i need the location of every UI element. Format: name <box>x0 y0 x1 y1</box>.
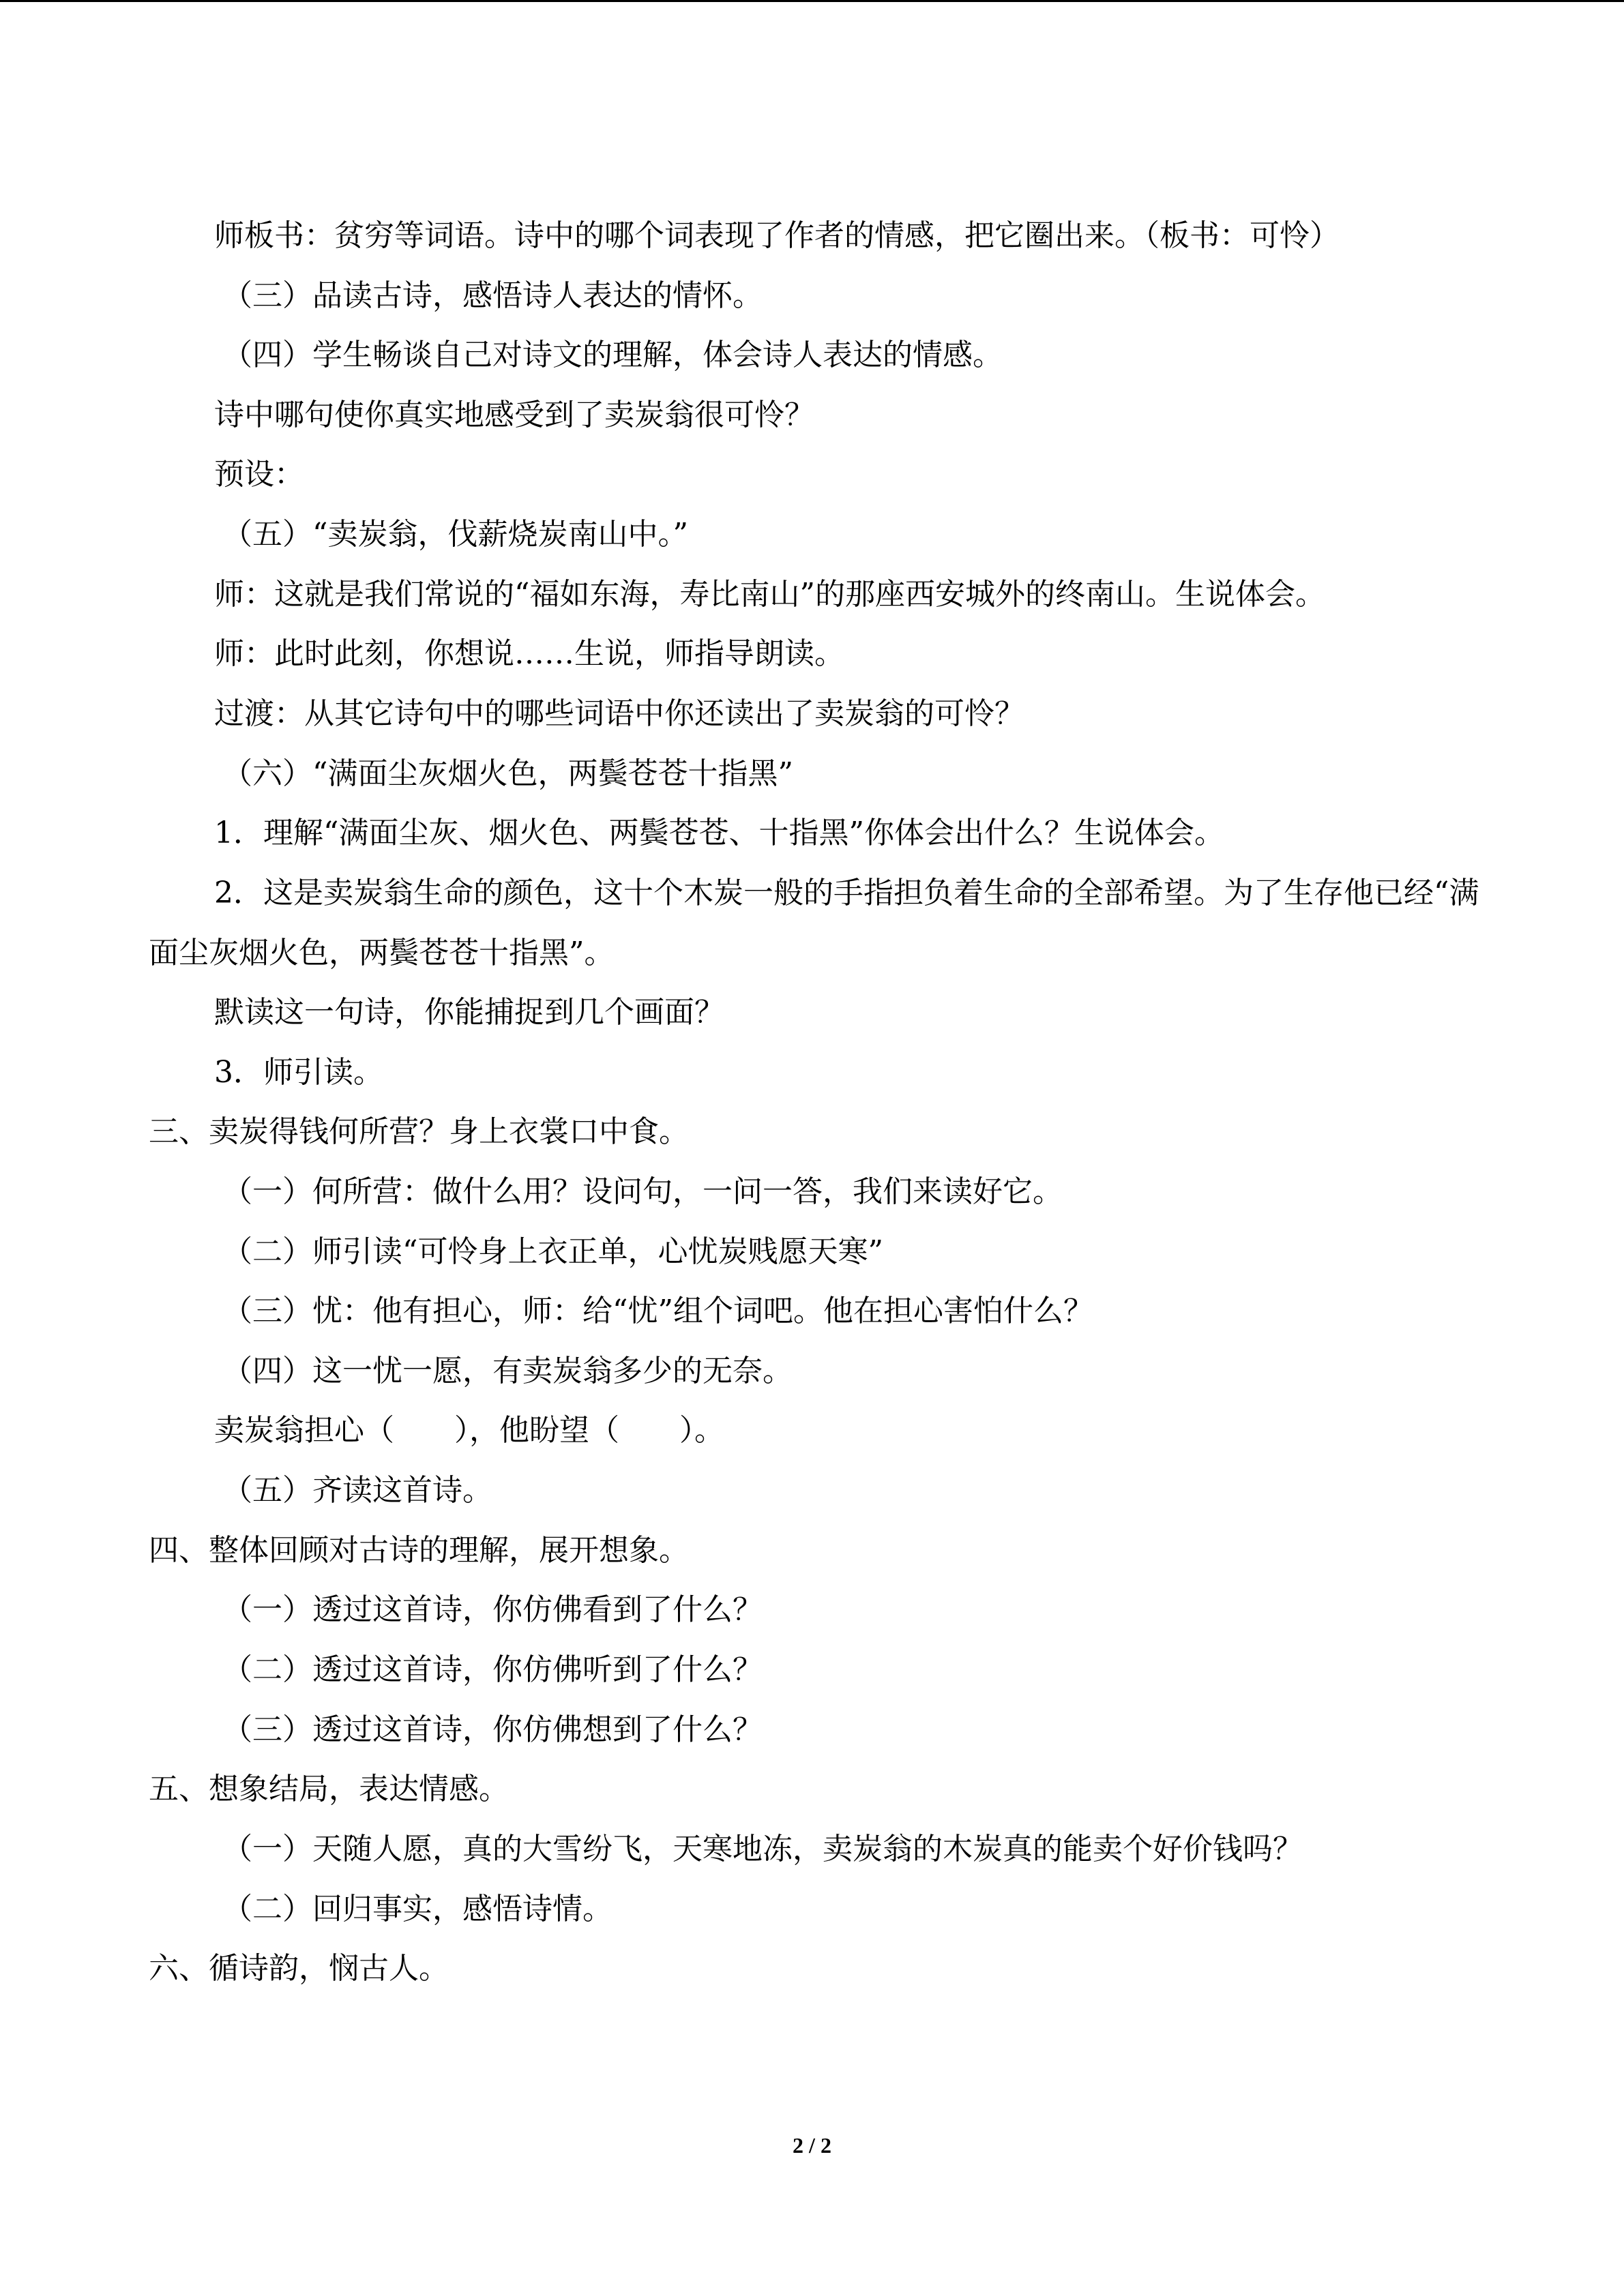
paragraph-blackboard-note: 师板书：贫穷等词语。诗中的哪个词表现了作者的情感，把它圈出来。（板书：可怜） <box>214 218 1340 253</box>
page-top-border <box>0 0 1624 2</box>
paragraph-sec4-2: （二）透过这首诗，你仿佛听到了什么？ <box>222 1652 763 1687</box>
paragraph-item-3: 3．师引读。 <box>214 1055 383 1090</box>
paragraph-sec5-2: （二）回归事实，感悟诗情。 <box>222 1892 612 1926</box>
paragraph-sec3-5: （五）齐读这首诗。 <box>222 1473 492 1508</box>
paragraph-sec4-1: （一）透过这首诗，你仿佛看到了什么？ <box>222 1592 763 1627</box>
section-heading-6: 六、循诗韵，悯古人。 <box>149 1951 449 1986</box>
paragraph-item-1: 1．理解“满面尘灰、烟火色、两鬓苍苍、十指黑”你体会出什么？生说体会。 <box>214 816 1224 850</box>
section-heading-4: 四、整体回顾对古诗的理解，展开想象。 <box>149 1533 689 1568</box>
page-number: 2 / 2 <box>793 2133 831 2158</box>
section-heading-5: 五、想象结局，表达情感。 <box>149 1772 509 1806</box>
paragraph-question: 诗中哪句使你真实地感受到了卖炭翁很可怜？ <box>214 398 814 432</box>
paragraph-transition: 过渡：从其它诗句中的哪些词语中你还读出了卖炭翁的可怜？ <box>214 696 1024 731</box>
paragraph-teacher-1: 师：这就是我们常说的“福如东海，寿比南山”的那座西安城外的终南山。生说体会。 <box>214 577 1325 612</box>
paragraph-sec3-4: （四）这一忧一愿，有卖炭翁多少的无奈。 <box>222 1354 793 1388</box>
paragraph-sec4-3: （三）透过这首诗，你仿佛想到了什么？ <box>222 1712 763 1747</box>
section-heading-3: 三、卖炭得钱何所营？身上衣裳口中食。 <box>149 1114 689 1149</box>
paragraph-step-6: （六）“满面尘灰烟火色，两鬓苍苍十指黑” <box>222 756 793 791</box>
paragraph-sec3-3: （三）忧：他有担心，师：给“忧”组个词吧。他在担心害怕什么？ <box>222 1294 1093 1328</box>
paragraph-sec3-1: （一）何所营：做什么用？设问句，一问一答，我们来读好它。 <box>222 1174 1063 1209</box>
paragraph-preset: 预设： <box>214 457 304 492</box>
paragraph-fill-blank: 卖炭翁担心（ ），他盼望（ ）。 <box>214 1413 724 1448</box>
paragraph-item-2: 2．这是卖炭翁生命的颜色，这十个木炭一般的手指担负着生命的全部希望。为了生存他已经“满面尘灰烟火色，两鬓苍苍十指黑”。 <box>149 876 1479 970</box>
paragraph-step-3: （三）品读古诗，感悟诗人表达的情怀。 <box>222 278 763 313</box>
paragraph-step-5: （五）“卖炭翁，伐薪烧炭南山中。” <box>222 517 688 552</box>
paragraph-step-4: （四）学生畅谈自己对诗文的理解，体会诗人表达的情感。 <box>222 338 1003 372</box>
paragraph-teacher-2: 师：此时此刻，你想说……生说，师指导朗读。 <box>214 636 844 671</box>
paragraph-sec3-2: （二）师引读“可怜身上衣正单，心忧炭贱愿天寒” <box>222 1234 883 1269</box>
paragraph-silent-reading: 默读这一句诗，你能捕捉到几个画面？ <box>214 995 724 1030</box>
paragraph-sec5-1: （一）天随人愿，真的大雪纷飞，天寒地冻，卖炭翁的木炭真的能卖个好价钱吗？ <box>222 1832 1303 1866</box>
